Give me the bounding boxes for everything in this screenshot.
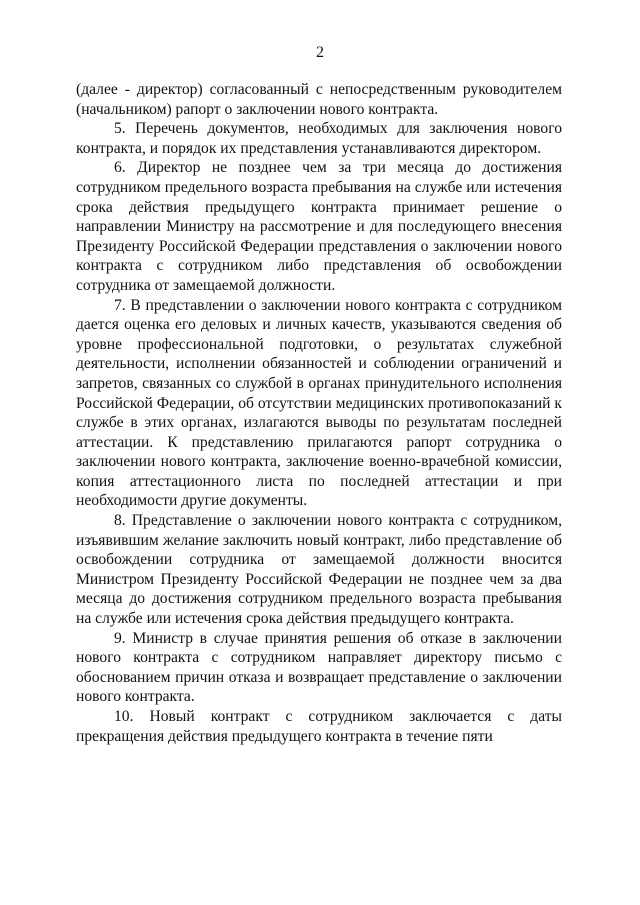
paragraph-7: 7. В представлении о заключении нового контракта с сотрудником дается оценка его деловых и личных качеств, указываются сведения об уровне профессиональной подготовки, о результатах служебной деятельности, исполнении обязанностей и соблюдении ограничений и запретов, связанных со службой в органах принудительного исполнения Российской Федерации, об отсутствии медицинских противопоказаний к службе в этих органах, излагаются выводы по результатам последней аттестации. К представлению прилагаются рапорт сотрудника о заключении нового контракта, заключение военно-врачебной комиссии, копия аттестационного листа по последней аттестации и при необходимости другие документы. bbox=[76, 296, 562, 510]
paragraph-6: 6. Директор не позднее чем за три месяца до достижения сотрудником предельного возраста пребывания на службе или истечения срока действия предыдущего контракта принимает решение о направлении Министру на рассмотрение и для последующего внесения Президенту Российской Федерации представления о заключении нового контракта с сотрудником либо представления об освобождении сотрудника от замещаемой должности. bbox=[76, 159, 562, 294]
paragraph-9: 9. Министр в случае принятия решения об отказе в заключении нового контракта с сотрудником направляет директору письмо с обоснованием причин отказа и возвращает представление о заключении нового контракта. bbox=[76, 629, 562, 706]
page-number: 2 bbox=[316, 44, 324, 61]
paragraph-continuation: (далее - директор) согласованный с непосредственным руководителем (начальником) рапорт о заключении нового контракта. bbox=[76, 81, 562, 118]
document-body bbox=[76, 80, 562, 746]
paragraph-10: 10. Новый контракт с сотрудником заключается с даты прекращения действия предыдущего контракта в течение пяти bbox=[76, 708, 562, 745]
paragraph-8: 8. Представление о заключении нового контракта с сотрудником, изъявившим желание заключить новый контракт, либо представление об освобождении сотрудника от замещаемой должности вносится Министром Президенту Российской Федерации не позднее чем за два месяца до достижения сотрудником предельного возраста пребывания на службе или истечения срока действия предыдущего контракта. bbox=[76, 512, 562, 628]
paragraph-5: 5. Перечень документов, необходимых для заключения нового контракта, и порядок их представления устанавливаются директором. bbox=[76, 120, 562, 157]
